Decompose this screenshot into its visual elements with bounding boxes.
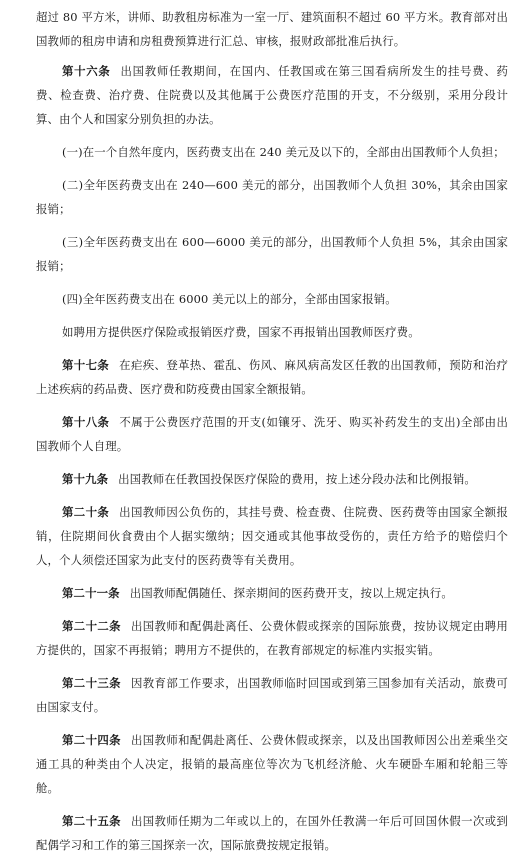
article-21 bbox=[36, 581, 508, 605]
article-label: 第二十四条 bbox=[62, 733, 121, 747]
article-20 bbox=[36, 500, 508, 572]
article-label: 第十七条 bbox=[62, 358, 110, 372]
paragraph-continuation bbox=[36, 5, 508, 53]
article-label: 第二十条 bbox=[62, 505, 110, 519]
article-text: 出国教师配偶随任、探亲期间的医药费开支，按以上规定执行。 bbox=[129, 586, 453, 600]
article-text: 出国教师任期为二年或以上的，在国外任教满一年后可回国休假一次或到配偶学习和工作的第三国探亲一次，国际旅费按规定报销。 bbox=[36, 814, 508, 852]
article-22 bbox=[36, 614, 508, 662]
paragraph-insurance bbox=[36, 320, 508, 344]
article-24 bbox=[36, 728, 508, 800]
article-label: 第二十一条 bbox=[62, 586, 120, 600]
article-text: 出国教师任教期间，在国内、任教国或在第三国看病所发生的挂号费、药费、检查费、治疗费、住院费以及其他属于公费医疗范围的开支，不分级别，采用分段计算、由个人和国家分别负担的办法。 bbox=[36, 64, 508, 126]
article-label: 第二十二条 bbox=[62, 619, 121, 633]
paragraph-text: 超过 80 平方米，讲师、助教租房标准为一室一厅、建筑面积不超过 60 平方米。教育部对出国教师的租房申请和房租费预算进行汇总、审核，报财政部批准后执行。 bbox=[36, 10, 508, 48]
article-label: 第十六条 bbox=[62, 64, 111, 78]
article-19 bbox=[36, 467, 508, 491]
item-text: (四)全年医药费支出在 6000 美元以上的部分，全部由国家报销。 bbox=[62, 292, 397, 306]
article-text: 出国教师因公负伤的，其挂号费、检查费、住院费、医药费等由国家全额报销，住院期间伙食费由个人据实缴纳；因交通或其他事故受伤的，责任方给予的赔偿归个人，个人须偿还国家为此支付的医药费等有关费用。 bbox=[36, 505, 509, 567]
article-text: 在疟疾、登革热、霍乱、伤风、麻风病高发区任教的出国教师，预防和治疗上述疾病的药品费、医疗费和防疫费由国家全额报销。 bbox=[36, 358, 509, 396]
article-text: 不属于公费医疗范围的开支(如镶牙、洗牙、购买补药发生的支出)全部由出国教师个人自理。 bbox=[36, 415, 508, 453]
article-23 bbox=[36, 671, 508, 719]
article-text: 因教育部工作要求，出国教师临时回国或到第三国参加有关活动，旅费可由国家支付。 bbox=[36, 676, 508, 714]
article-25 bbox=[36, 809, 508, 857]
article-label: 第二十五条 bbox=[62, 814, 121, 828]
item-text: (三)全年医药费支出在 600—6000 美元的部分，出国教师个人负担 5%，其余由国家报销； bbox=[36, 235, 508, 273]
article-label: 第十九条 bbox=[62, 472, 109, 486]
item-1 bbox=[36, 140, 508, 164]
article-18 bbox=[36, 410, 508, 458]
item-2 bbox=[36, 173, 508, 221]
paragraph-text: 如聘用方提供医疗保险或报销医疗费，国家不再报销出国教师医疗费。 bbox=[62, 325, 420, 339]
item-4 bbox=[36, 287, 508, 311]
article-17 bbox=[36, 353, 508, 401]
article-16 bbox=[36, 59, 508, 131]
article-label: 第十八条 bbox=[62, 415, 110, 429]
item-text: (二)全年医药费支出在 240—600 美元的部分，出国教师个人负担 30%，其余由国家报销； bbox=[36, 178, 508, 216]
article-label: 第二十三条 bbox=[62, 676, 121, 690]
item-3 bbox=[36, 230, 508, 278]
article-text: 出国教师在任教国投保医疗保险的费用，按上述分段办法和比例报销。 bbox=[118, 472, 476, 486]
article-text: 出国教师和配偶赴离任、公费休假或探亲的国际旅费，按协议规定由聘用方提供的，国家不再报销；聘用方不提供的，在教育部规定的标准内实报实销。 bbox=[36, 619, 508, 657]
article-text: 出国教师和配偶赴离任、公费休假或探亲，以及出国教师因公出差乘坐交通工具的种类由个人决定，报销的最高座位等次为飞机经济舱、火车硬卧车厢和轮船三等舱。 bbox=[36, 733, 508, 795]
item-text: (一)在一个自然年度内，医药费支出在 240 美元及以下的，全部由出国教师个人负担； bbox=[62, 145, 505, 159]
